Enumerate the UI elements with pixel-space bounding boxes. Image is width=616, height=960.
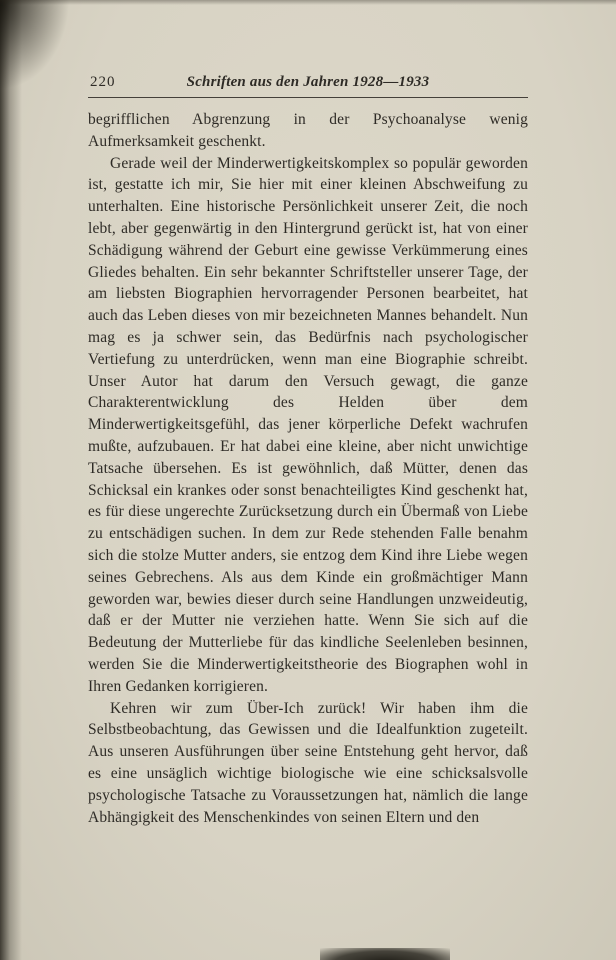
page-number: 220 — [90, 74, 116, 90]
binding-shadow — [0, 0, 22, 960]
top-edge-shadow — [0, 0, 616, 5]
paragraph: Kehren wir zum Über-Ich zurück! Wir haben ihm die Selbstbeobachtung, das Gewissen und die Idealfunktion zugeteilt. Aus unseren Ausführungen über seine Entstehung geht hervor, daß es eine unsäglich wichtige biologische wie eine schicksalsvolle psychologische Tatsache zu Voraussetzungen hat, nämlich die lange Abhängigkeit des Menschenkindes von seinen Eltern und den — [88, 699, 528, 826]
body-text — [88, 109, 528, 828]
header-rule — [88, 97, 528, 98]
scan-artifact — [320, 948, 450, 960]
paragraph: Gerade weil der Minderwertigkeitskomplex so populär geworden ist, gestatte ich mir, Sie hier mit einer kleinen Abschweifung zu unterhalten. Eine historische Persönlichkeit unserer Zeit, die noch lebt, aber gegenwärtig in den Hintergrund gerückt ist, hat von einer Schädigung während der Geburt eine gewisse Verkümmerung eines Gliedes behalten. Ein sehr bekannter Schriftsteller unserer Tage, der am liebsten Biographien hervorragender Personen bearbeitet, hat auch das Leben dieses von mir bezeichneten Mannes behandelt. Nun mag es ja schwer sein, das Bedürfnis nach psychologischer Vertiefung zu unterdrücken, wenn man eine Biographie schreibt. Unser Autor hat darum den Versuch gewagt, die ganze Charakterentwicklung des Helden über dem Minderwertigkeitsgefühl, das jener körperliche Defekt wachrufen mußte, aufzubauen. Er hat dabei eine kleine, aber nicht unwichtige Tatsache übersehen. Es ist gewöhnlich, daß Mütter, denen das Schicksal ein krankes oder sonst benachteiligtes Kind geschenkt hat, es für diese ungerechte Zurücksetzung durch ein Übermaß von Liebe zu entschädigen suchen. In dem zur Rede stehenden Falle benahm sich die stolze Mutter anders, sie entzog dem Kind ihre Liebe wegen seines Gebrechens. Als aus dem Kinde ein großmächtiger Mann geworden war, bewies dieser durch seine Handlungen unzweideutig, daß er der Mutter nie verziehen hatte. Wenn Sie sich auf die Bedeutung der Mutterliebe für das kindliche Seelenleben besinnen, werden Sie die Minderwertigkeitstheorie des Biographen wohl in Ihren Gedanken korrigieren. — [88, 154, 528, 695]
corner-shadow — [0, 0, 70, 90]
running-header-title: Schriften aus den Jahren 1928—1933 — [186, 74, 430, 90]
page-content — [88, 74, 528, 828]
running-header — [88, 74, 528, 94]
paragraph: begrifflichen Abgrenzung in der Psychoanalyse wenig Aufmerksamkeit geschenkt. — [88, 111, 528, 150]
